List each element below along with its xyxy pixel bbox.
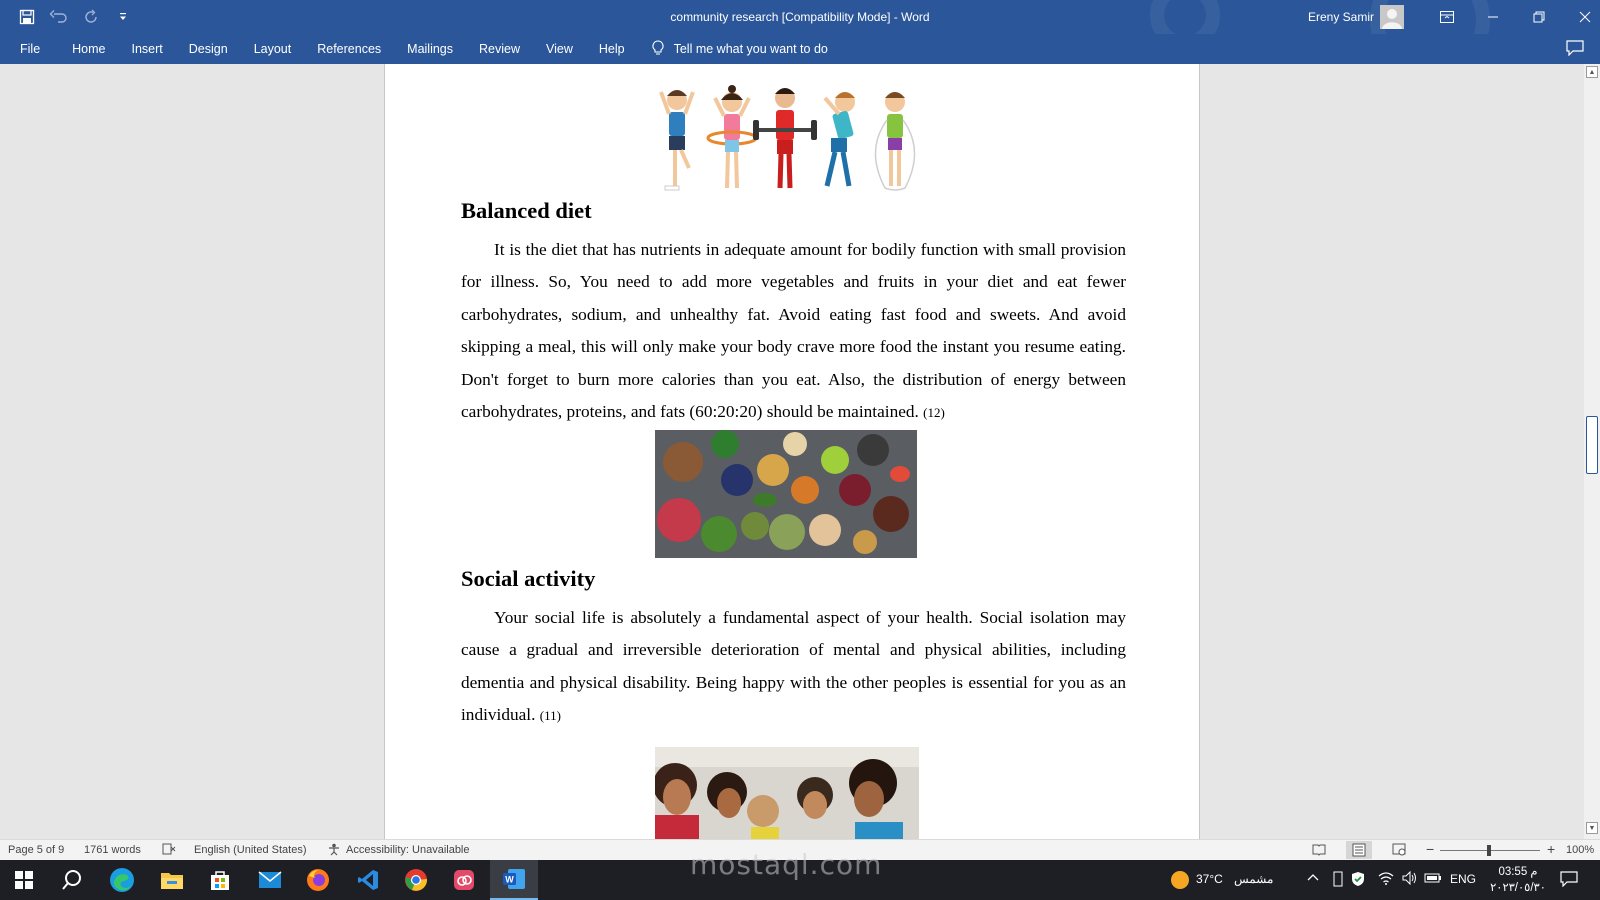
document-canvas — [0, 64, 1584, 839]
windows-start-icon[interactable] — [0, 860, 48, 900]
input-language[interactable]: ENG — [1450, 872, 1477, 886]
svg-text:W: W — [505, 874, 514, 885]
citation: (12) — [923, 405, 945, 421]
page-count[interactable]: Page 5 of 9 — [8, 844, 65, 856]
accessibility-icon[interactable] — [328, 843, 342, 859]
temperature[interactable]: 37°C — [1196, 872, 1223, 886]
web-layout-icon[interactable] — [1392, 843, 1406, 859]
edge-browser-icon[interactable] — [98, 860, 146, 900]
print-layout-icon[interactable] — [1346, 841, 1372, 859]
proofing-icon[interactable] — [162, 842, 176, 859]
tab-file[interactable]: File — [20, 42, 41, 56]
tab-home[interactable]: Home — [72, 42, 106, 56]
ribbon-tabs — [0, 34, 1600, 64]
healthy-food-image[interactable] — [655, 430, 917, 558]
vertical-scrollbar[interactable] — [1584, 64, 1600, 839]
tab-references[interactable]: References — [317, 42, 382, 56]
scroll-up-icon[interactable]: ▲ — [1586, 66, 1598, 78]
heading-balanced-diet[interactable]: Balanced diet — [461, 198, 592, 223]
document-title: community research [Compatibility Mode] - Word — [670, 10, 930, 24]
user-name[interactable]: Ereny Samir — [1308, 10, 1375, 24]
avatar[interactable] — [1380, 5, 1404, 29]
word-count[interactable]: 1761 words — [84, 844, 141, 856]
title-bar — [0, 0, 1600, 34]
search-icon[interactable] — [48, 860, 96, 900]
social-group-image[interactable] — [655, 747, 919, 839]
tab-insert[interactable]: Insert — [131, 42, 163, 56]
lightbulb-icon — [652, 40, 664, 59]
exercise-kids-image[interactable] — [655, 80, 927, 194]
tab-review[interactable]: Review — [479, 42, 521, 56]
clock[interactable] — [1488, 864, 1548, 896]
comments-button[interactable] — [1566, 40, 1584, 59]
scroll-thumb[interactable] — [1586, 416, 1598, 474]
ribbon-display-options-button[interactable] — [1424, 0, 1470, 34]
heading-social-activity[interactable]: Social activity — [461, 566, 596, 591]
security-shield-icon[interactable] — [1350, 871, 1366, 890]
wifi-icon[interactable] — [1378, 871, 1394, 888]
volume-icon[interactable] — [1402, 871, 1418, 888]
zoom-level[interactable]: 100% — [1566, 844, 1595, 856]
zoom-out-icon[interactable]: − — [1426, 841, 1435, 857]
restore-button[interactable] — [1516, 0, 1562, 34]
document-page[interactable] — [384, 64, 1200, 839]
read-mode-icon[interactable] — [1312, 843, 1326, 859]
citation: (11) — [539, 708, 561, 724]
tab-mailings[interactable]: Mailings — [407, 42, 454, 56]
accessibility-status[interactable]: Accessibility: Unavailable — [346, 844, 470, 856]
microsoft-store-icon[interactable] — [196, 860, 244, 900]
paragraph-text: Your social life is absolutely a fundamental aspect of your health. Social isolation may cause a gradual and irreversible deterioration of mental and physical abilities, including dementia and physical disability. Being happy with the other peoples is essential for you as an individual. — [461, 608, 1126, 725]
paragraph-text: It is the diet that has nutrients in adequate amount for bodily function with small provision for illness. So, You need to add more vegetables and fruits in your diet and eat fewer carbohydrates, sodium, and unhealthy fat. Avoid eating fast food and sweets. And avoid skipping a meal, this will only make your body crave more food the instant you resume eating. Don't forget to burn more calories than you eat. Also, the distribution of energy between carbohydrates, proteins, and fats (60:20:20) should be maintained. — [461, 240, 1126, 422]
tab-design[interactable]: Design — [188, 42, 228, 56]
weather-icon[interactable] — [1170, 870, 1190, 893]
zoom-in-icon[interactable]: + — [1547, 841, 1556, 857]
comment-icon — [1566, 40, 1584, 56]
clock-time: 03:55 م — [1498, 866, 1538, 878]
vscode-icon[interactable] — [344, 860, 392, 900]
firefox-icon[interactable] — [294, 860, 342, 900]
zoom-slider-thumb[interactable] — [1487, 845, 1491, 856]
chevron-up-icon[interactable] — [1306, 871, 1320, 888]
usb-icon[interactable] — [1332, 871, 1344, 890]
tab-layout[interactable]: Layout — [253, 42, 292, 56]
close-button[interactable] — [1562, 0, 1600, 34]
file-explorer-icon[interactable] — [148, 860, 196, 900]
scroll-down-icon[interactable]: ▼ — [1586, 822, 1598, 834]
notifications-icon[interactable] — [1560, 871, 1578, 890]
window-controls — [1424, 0, 1600, 34]
paragraph-social-activity[interactable] — [461, 602, 1126, 733]
chrome-icon[interactable] — [392, 860, 440, 900]
creative-cloud-icon[interactable] — [440, 860, 488, 900]
clock-date: ٢٠٢٣/٠٥/٣٠ — [1490, 882, 1546, 894]
watermark: mostaql.com — [690, 848, 883, 881]
weather-label[interactable]: مشمس — [1234, 872, 1274, 886]
mail-icon[interactable] — [246, 860, 294, 900]
language-indicator[interactable]: English (United States) — [194, 844, 307, 856]
tell-me-search[interactable] — [652, 40, 828, 59]
word-app-icon[interactable] — [490, 860, 538, 900]
tell-me-label: Tell me what you want to do — [673, 42, 828, 56]
battery-icon[interactable] — [1424, 872, 1442, 887]
paragraph-balanced-diet[interactable] — [461, 234, 1126, 429]
tab-view[interactable]: View — [546, 42, 573, 56]
minimize-button[interactable] — [1470, 0, 1516, 34]
tab-help[interactable]: Help — [598, 42, 625, 56]
